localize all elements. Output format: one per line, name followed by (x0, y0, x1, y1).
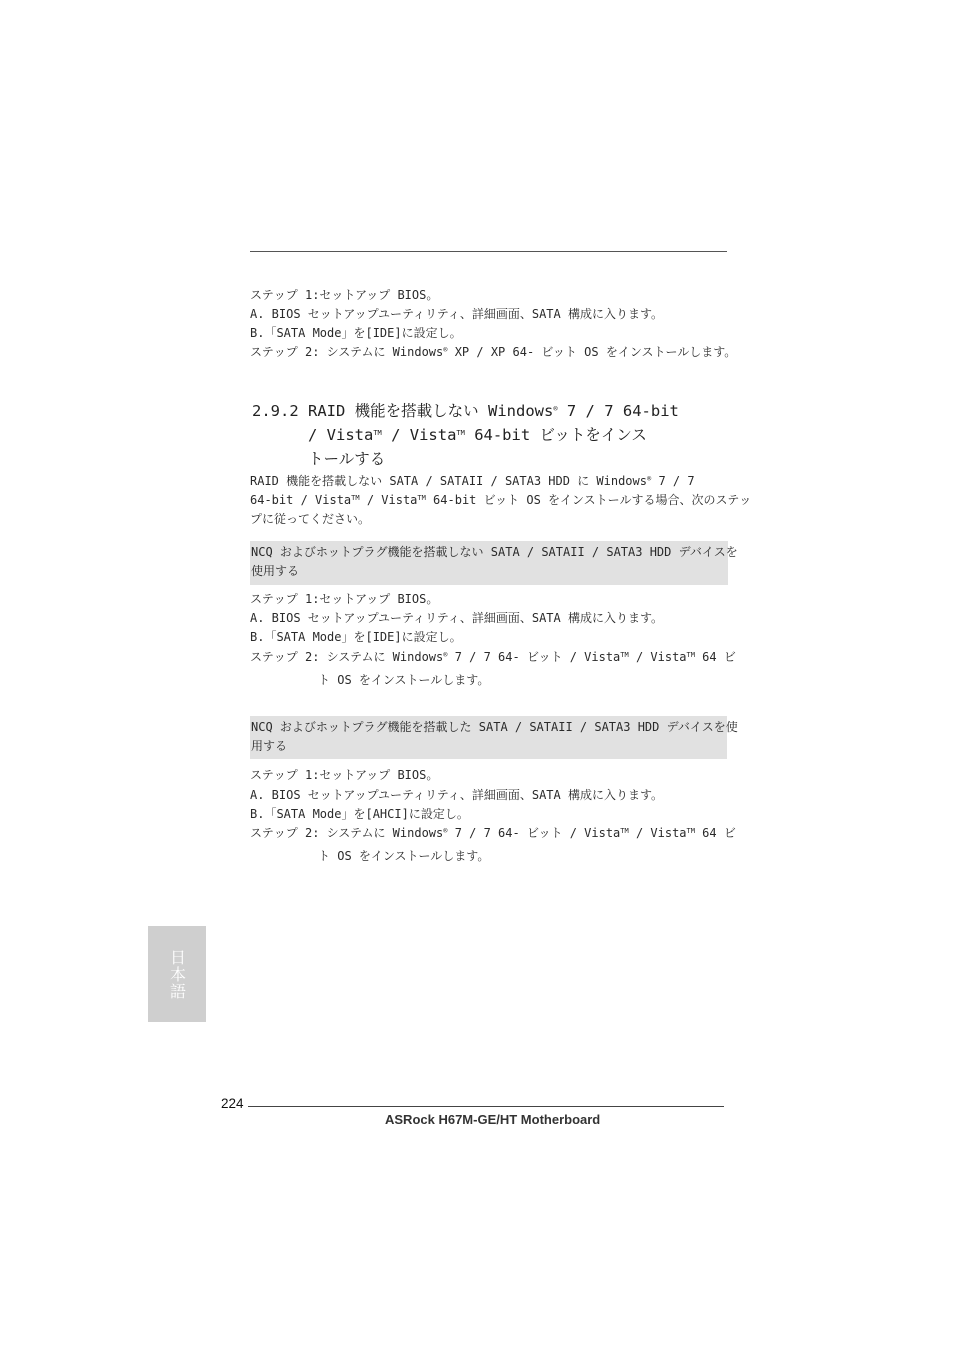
s1-step-b: B.「SATA Mode」を[IDE]に設定し。 (250, 326, 462, 340)
heading-line2-c: 64-bit ビットをインス (464, 426, 647, 444)
registered-mark: ® (443, 827, 448, 835)
heading-line3: トールする (308, 450, 386, 468)
intro-l1-a: RAID 機能を搭載しない SATA / SATAII / SATA3 HDD に Windows (250, 474, 647, 488)
s1-step2-pre: ステップ 2: システムに Windows (250, 345, 444, 359)
trademark: TM (456, 429, 465, 437)
s2-step2-d: 64 ビ (694, 650, 736, 664)
s2-step2-c: / Vista (628, 650, 687, 664)
s2-step-a: A. BIOS セットアップユーティリティ、詳細画面、SATA 構成に入ります。 (250, 611, 664, 625)
registered-mark: ® (443, 651, 448, 659)
box1-line2: 使用する (251, 564, 300, 578)
s3-step2-d: 64 ビ (694, 826, 736, 840)
s2-step1: ステップ 1:セットアップ BIOS。 (250, 592, 439, 606)
s3-step2 (250, 825, 736, 841)
heading-line2-b: / Vista (381, 426, 457, 444)
intro-l1-b: 7 / 7 (651, 474, 695, 488)
trademark: TM (686, 651, 695, 659)
intro-line1 (250, 473, 695, 489)
heading-line2 (308, 424, 647, 446)
note-box-ncq (250, 716, 738, 759)
s3-step1: ステップ 1:セットアップ BIOS。 (250, 768, 439, 782)
s1-step2 (250, 344, 736, 360)
s1-step1: ステップ 1:セットアップ BIOS。 (250, 288, 439, 302)
footer-divider (248, 1106, 724, 1107)
intro-l2-a: 64-bit / Vista (250, 493, 352, 507)
registered-mark: ® (553, 405, 558, 413)
note-box-no-ncq (250, 541, 738, 585)
language-side-tab (148, 926, 206, 1022)
s3-step2-a: ステップ 2: システムに Windows (250, 826, 444, 840)
registered-mark: ® (647, 475, 652, 483)
heading-line2-a: / Vista (308, 426, 374, 444)
trademark: TM (351, 494, 360, 502)
trademark: TM (620, 827, 629, 835)
top-divider (250, 251, 727, 252)
language-label: 日本語 (167, 948, 187, 1000)
trademark: TM (686, 827, 695, 835)
heading-line1-pre: RAID 機能を搭載しない Windows (308, 402, 554, 420)
box2-line1: NCQ およびホットプラグ機能を搭載した SATA / SATAII / SATA3 HDD デバイスを使 (251, 720, 738, 734)
page-number: 224 (221, 1096, 244, 1111)
intro-l2-c: 64-bit ビット OS をインストールする場合、次のステッ (425, 493, 752, 507)
footer-title: ASRock H67M-GE/HT Motherboard (385, 1112, 601, 1127)
s2-step2-a: ステップ 2: システムに Windows (250, 650, 444, 664)
s2-step2-b: 7 / 7 64- ビット / Vista (447, 650, 621, 664)
box1-line1: NCQ およびホットプラグ機能を搭載しない SATA / SATAII / SATA3 HDD デバイスを (251, 545, 738, 559)
trademark: TM (373, 429, 382, 437)
s2-step2 (250, 649, 736, 665)
s3-step-a: A. BIOS セットアップユーティリティ、詳細画面、SATA 構成に入ります。 (250, 788, 664, 802)
heading-line1-post: 7 / 7 64-bit (557, 402, 679, 420)
intro-l2-b: / Vista (359, 493, 418, 507)
trademark: TM (417, 494, 426, 502)
section-heading (252, 400, 679, 422)
s3-step2-b: 7 / 7 64- ビット / Vista (447, 826, 621, 840)
s2-step2-cont: ト OS をインストールします。 (318, 673, 490, 687)
s1-step2-post: XP / XP 64- ビット OS をインストールします。 (447, 345, 737, 359)
trademark: TM (620, 651, 629, 659)
s1-step-a: A. BIOS セットアップユーティリティ、詳細画面、SATA 構成に入ります。 (250, 307, 664, 321)
s3-step2-c: / Vista (628, 826, 687, 840)
intro-line3: プに従ってください。 (250, 512, 371, 526)
registered-mark: ® (443, 346, 448, 354)
box2-line2: 用する (251, 739, 288, 753)
s3-step-b: B.「SATA Mode」を[AHCI]に設定し。 (250, 807, 469, 821)
s3-step2-cont: ト OS をインストールします。 (318, 849, 490, 863)
s2-step-b: B.「SATA Mode」を[IDE]に設定し。 (250, 630, 462, 644)
section-number: 2.9.2 (252, 402, 299, 420)
intro-line2 (250, 492, 751, 508)
